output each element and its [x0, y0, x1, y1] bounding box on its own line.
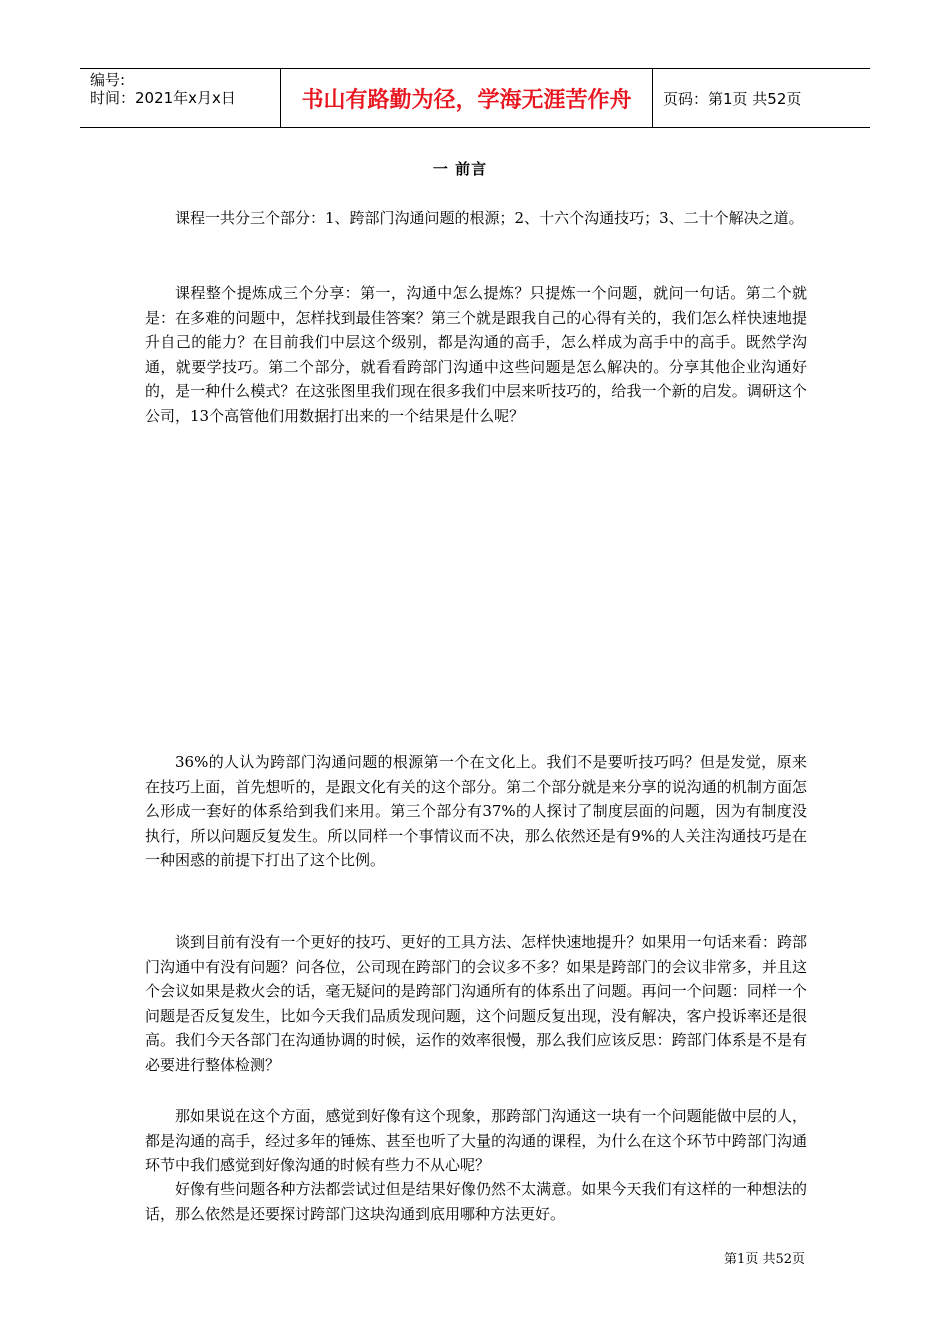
page-header — [80, 68, 870, 128]
body-paragraph: 那如果说在这个方面，感觉到好像有这个现象，那跨部门沟通这一块有一个问题能做中层的人，都是沟通的高手，经过多年的锤炼、甚至也听了大量的沟通的课程，为什么在这个环节中跨部门沟通环节中我们感觉到好像沟通的时候有些力不从心呢？ — [145, 1107, 807, 1174]
body-paragraph: 谈到目前有没有一个更好的技巧、更好的工具方法、怎样快速地提升？如果用一句话来看：跨部门沟通中有没有问题？问各位，公司现在跨部门的会议多不多？如果是跨部门的会议非常多，并且这个会议如果是救火会的话，毫无疑问的是跨部门沟通所有的体系出了问题。再问一个问题：同样一个问题是否反复发生，比如今天我们品质发现问题，这个问题反复出现，没有解决，客户投诉率还是很高。我们今天各部门在沟通协调的时候，运作的效率很慢，那么我们应该反思：跨部门体系是不是有必要进行整体检测？ — [145, 933, 807, 1074]
section-title: 一 前言 — [432, 160, 488, 178]
body-paragraph: 36%的人认为跨部门沟通问题的根源第一个在文化上。我们不是要听技巧吗？但是发觉，原来在技巧上面，首先想听的，是跟文化有关的这个部分。第二个部分就是来分享的说沟通的机制方面怎么形成一套好的体系给到我们来用。第三个部分有37%的人探讨了制度层面的问题，因为有制度没执行，所以问题反复发生。所以同样一个事情议而不决，那么依然还是有9%的人关注沟通技巧是在一种困惑的前提下打出了这个比例。 — [145, 753, 807, 869]
document-number-label: 编号: — [90, 71, 126, 89]
body-paragraph: 课程一共分三个部分：1、跨部门沟通问题的根源；2、十六个沟通技巧；3、二十个解决之道。 — [175, 209, 804, 227]
body-paragraph: 好像有些问题各种方法都尝试过但是结果好像仍然不太满意。如果今天我们有这样的一种想法的话，那么依然是还要探讨跨部门这块沟通到底用哪种方法更好。 — [145, 1180, 807, 1223]
header-meta — [80, 69, 281, 127]
document-time-label: 时间：2021年x月x日 — [90, 89, 236, 107]
page-footer: 第1页 共52页 — [724, 1252, 805, 1267]
body-paragraph: 课程整个提炼成三个分享：第一，沟通中怎么提炼？只提炼一个问题，就问一句话。第二个就是：在多难的问题中，怎样找到最佳答案？第三个就是跟我自己的心得有关的，我们怎么样快速地提升自己的能力？在目前我们中层这个级别，都是沟通的高手，怎么样成为高手中的高手。既然学沟通，就要学技巧。第二个部分，就看看跨部门沟通中这些问题是怎么解决的。分享其他企业沟通好的，是一种什么模式？在这张图里我们现在很多我们中层来听技巧的，给我一个新的启发。调研这个公司，13个高管他们用数据打出来的一个结果是什么呢？ — [145, 284, 807, 425]
header-page-info: 页码：第1页 共52页 — [663, 89, 802, 108]
header-motto: 书山有路勤为径，学海无涯苦作舟 — [281, 69, 653, 127]
